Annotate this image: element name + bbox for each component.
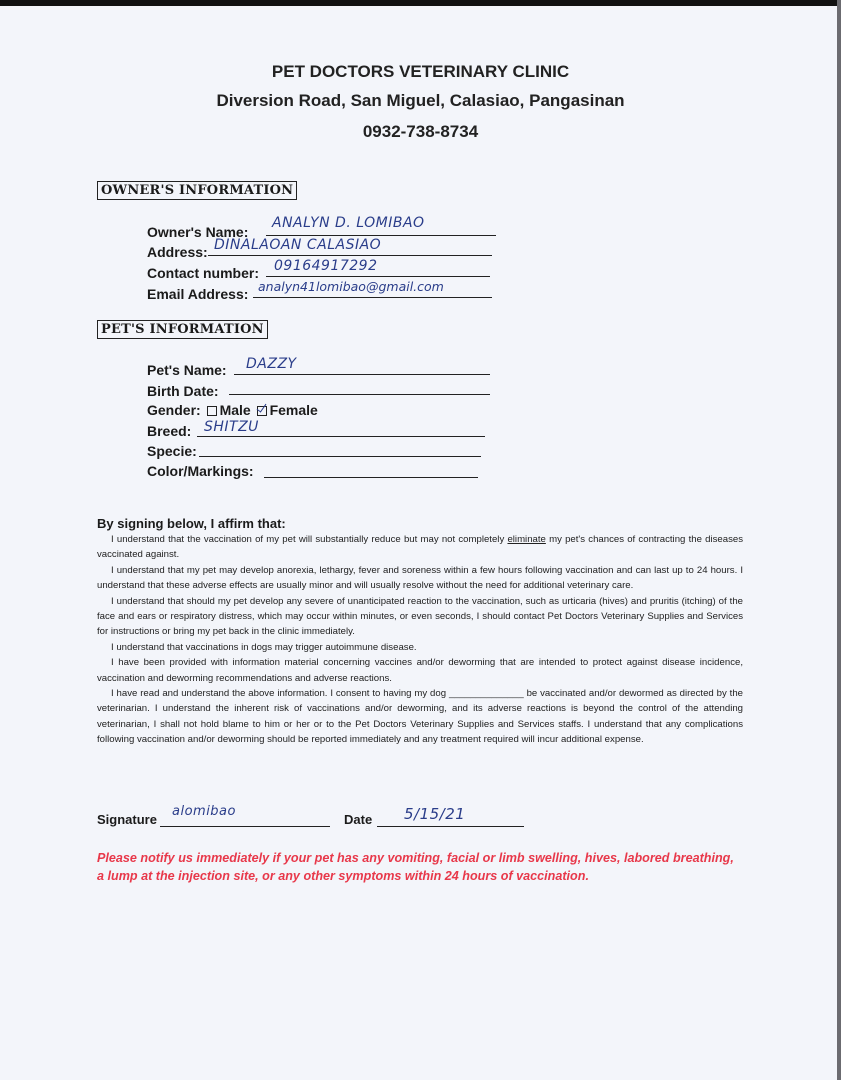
owner-address-label: Address:	[147, 244, 208, 260]
email-label: Email Address:	[147, 286, 249, 302]
pet-name-value: DAZZY	[246, 356, 297, 372]
consent-paragraph: I understand that my pet may develop anorexia, lethargy, fever and soreness within a few hours following vaccination and can last up to 24 hours. I understand that these adverse effects are usually minor and will usually resolve without the need for additional veterinary care.	[97, 564, 743, 592]
gender-label: Gender:	[147, 402, 201, 418]
date-label: Date	[344, 812, 373, 827]
date-value: 5/15/21	[404, 805, 466, 823]
contact-number-value: 09164917292	[274, 258, 378, 274]
consent-paragraph	[97, 686, 743, 748]
female-checkbox[interactable]	[257, 406, 267, 416]
clinic-phone: 0932-738-8734	[362, 122, 479, 141]
email-value: analyn41lomibao@gmail.com	[258, 279, 444, 294]
specie-label: Specie:	[147, 443, 197, 459]
male-checkbox[interactable]	[207, 406, 217, 416]
pet-name-label: Pet's Name:	[147, 362, 227, 378]
owner-address-value: DINALAOAN CALASIAO	[214, 237, 382, 253]
specie-line	[199, 440, 481, 457]
clinic-name: PET DOCTORS VETERINARY CLINIC	[271, 62, 570, 81]
color-markings-label: Color/Markings:	[147, 463, 254, 479]
consent-p6-text: I have read and understand the above information. I consent to having my dog	[111, 688, 447, 700]
birth-date-line	[229, 378, 490, 395]
signature-label: Signature	[97, 812, 157, 827]
consent-p1-text-end: my pet's chances of contracting the diseases vaccinated against.	[97, 534, 743, 561]
female-label: Female	[269, 402, 318, 418]
owner-section-heading: OWNER'S INFORMATION	[97, 181, 297, 200]
affirm-heading: By signing below, I affirm that:	[97, 516, 286, 531]
signature-value: alomibao	[172, 804, 236, 819]
eliminate-underlined: eliminate	[507, 534, 546, 545]
consent-paragraph: I understand that should my pet develop any severe of unanticipated reaction to the vaccination, such as urticaria (hives) and pruritis (itching) of the face and ears or respiratory distress, which may occur within minutes, or even seconds, I should contact Pet Doctors Veterinary Supplies and Services for instructions or bring my pet back in the clinic immediately.	[97, 595, 743, 638]
breed-value: SHITZU	[204, 419, 259, 435]
post-vaccination-notice: Please notify us immediately if your pet has any vomiting, facial or limb swelling, hives, labored breathing, a lump at the injection site, or any other symptoms within 24 hours of vaccination.	[97, 851, 734, 883]
consent-paragraph: I have been provided with information material concerning vaccines and/or deworming that are intended to protect against disease incidence, vaccination and deworming recommendations and adverse reactions.	[97, 657, 743, 684]
consent-body	[97, 532, 743, 748]
consent-paragraph	[97, 532, 743, 563]
contact-number-label: Contact number:	[147, 265, 259, 281]
consent-p1-text: I understand that the vaccination of my pet will substantially reduce but may not completely	[111, 534, 508, 545]
breed-label: Breed:	[147, 423, 192, 439]
birth-date-label: Birth Date:	[147, 383, 219, 399]
clinic-address: Diversion Road, San Miguel, Calasiao, Pangasinan	[216, 91, 625, 110]
consent-p6-text-end: be vaccinated and/or dewormed as directed by the veterinarian. I understand the inherent risk of vaccinations and/or deworming, and its adverse reactions is beyond the control of the attending veterinarian, I shall not hold blame to him or her or to the Pet Doctors Veterinary Supplies and Services staffs. I understand that any complications following vaccination and/or deworming should be reported immediately and any treatment required will incur additional expense.	[97, 688, 743, 746]
male-label: Male	[219, 402, 251, 418]
color-markings-line	[264, 461, 478, 478]
owner-name-label: Owner's Name:	[147, 224, 249, 240]
consent-paragraph: I understand that vaccinations in dogs may trigger autoimmune disease.	[111, 641, 417, 653]
dog-name-blank[interactable]: ______________	[448, 688, 524, 700]
gender-row	[147, 402, 318, 418]
pet-section-heading: PET'S INFORMATION	[97, 320, 268, 339]
owner-name-value: ANALYN D. LOMIBAO	[272, 215, 425, 231]
